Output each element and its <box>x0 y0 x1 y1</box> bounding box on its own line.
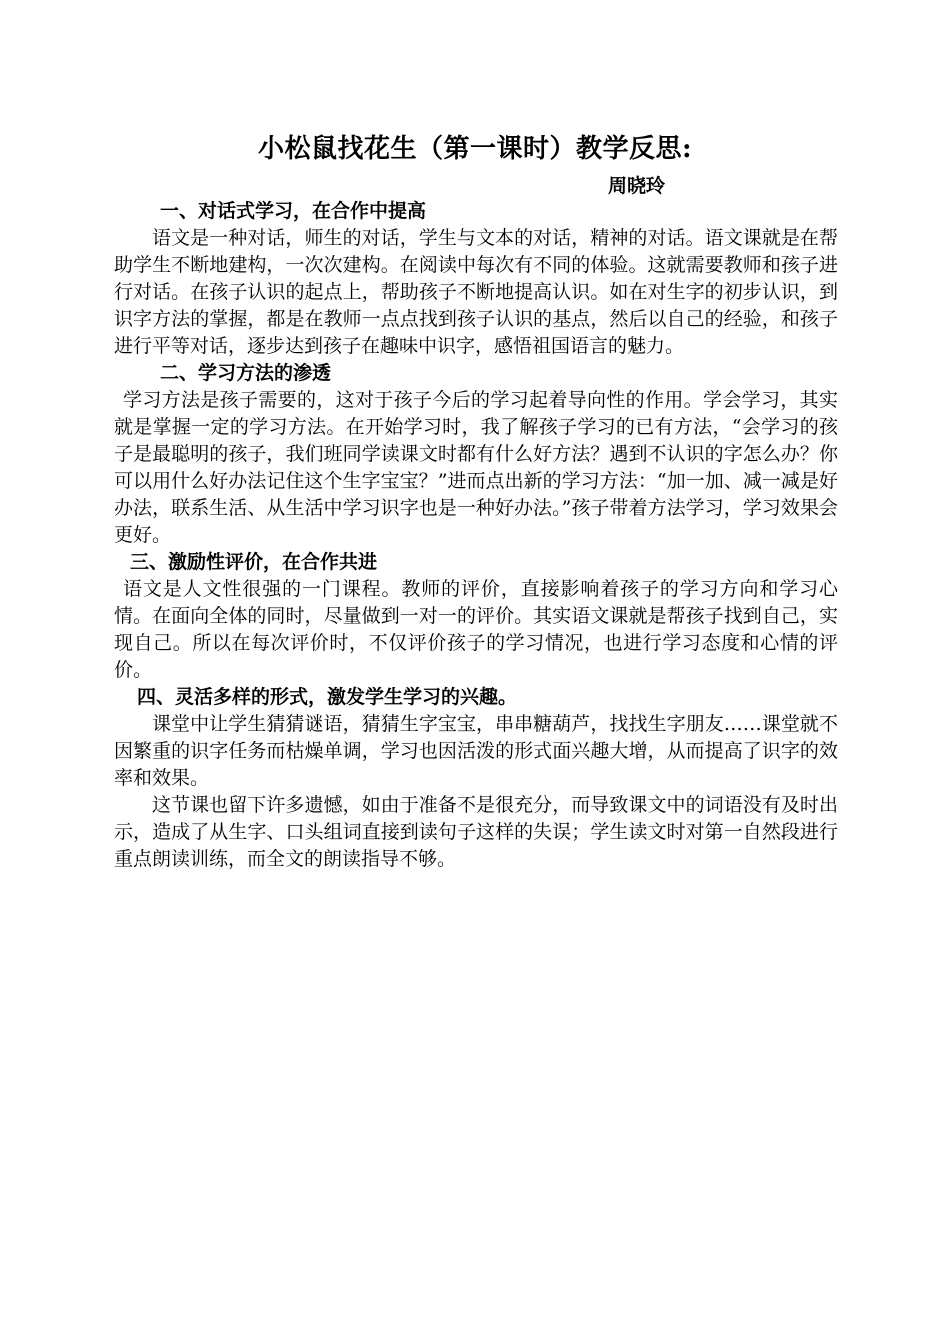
reflection-paragraph: 这节课也留下许多遗憾，如由于准备不是很充分，而导致课文中的词语没有及时出示，造成了从生字、口头组词直接到读句子这样的失误；学生读文时对第一自然段进行重点朗读训练，而全文的朗读指导不够。 <box>114 794 838 870</box>
section-heading-4: 四、灵活多样的形式，激发学生学习的兴趣。 <box>137 686 518 708</box>
document-body <box>114 198 838 873</box>
section-heading-2: 二、学习方法的渗透 <box>160 362 332 384</box>
section-2-paragraph: 学习方法是孩子需要的，这对于孩子今后的学习起着导向性的作用。学会学习，其实就是掌握一定的学习方法。在开始学习时，我了解孩子学习的已有方法，“会学习的孩子是最聪明的孩子，我们班同学读课文时都有什么好方法？遇到不认识的字怎么办？你可以用什么好办法记住这个生字宝宝？”进而点出新的学习方法：“加一加、减一减是好办法，联系生活、从生活中学习识字也是一种好办法。”孩子带着方法学习，学习效果会更好。 <box>114 389 838 546</box>
section-3-paragraph: 语文是人文性很强的一门课程。教师的评价，直接影响着孩子的学习方向和学习心情。在面向全体的同时，尽量做到一对一的评价。其实语文课就是帮孩子找到自己，实现自己。所以在每次评价时，不仅评价孩子的学习情况，也进行学习态度和心情的评价。 <box>114 578 838 681</box>
section-1-paragraph: 语文是一种对话，师生的对话，学生与文本的对话，精神的对话。语文课就是在帮助学生不断地建构，一次次建构。在阅读中每次有不同的体验。这就需要教师和孩子进行对话。在孩子认识的起点上，帮助孩子不断地提高认识。如在对生字的初步认识，到识字方法的掌握，都是在教师一点点找到孩子认识的基点，然后以自己的经验，和孩子进行平等对话，逐步达到孩子在趣味中识字，感悟祖国语言的魅力。 <box>114 227 838 357</box>
section-heading-1: 一、对话式学习，在合作中提高 <box>160 200 427 222</box>
section-heading-3: 三、激励性评价，在合作共进 <box>130 551 378 573</box>
section-4-paragraph: 课堂中让学生猜猜谜语，猜猜生字宝宝，串串糖葫芦，找找生字朋友……课堂就不因繁重的识字任务而枯燥单调，学习也因活泼的形式面兴趣大增，从而提高了识字的效率和效果。 <box>114 713 838 789</box>
author-name: 周晓玲 <box>608 175 666 197</box>
document-title: 小松鼠找花生（第一课时）教学反思: <box>257 134 693 164</box>
